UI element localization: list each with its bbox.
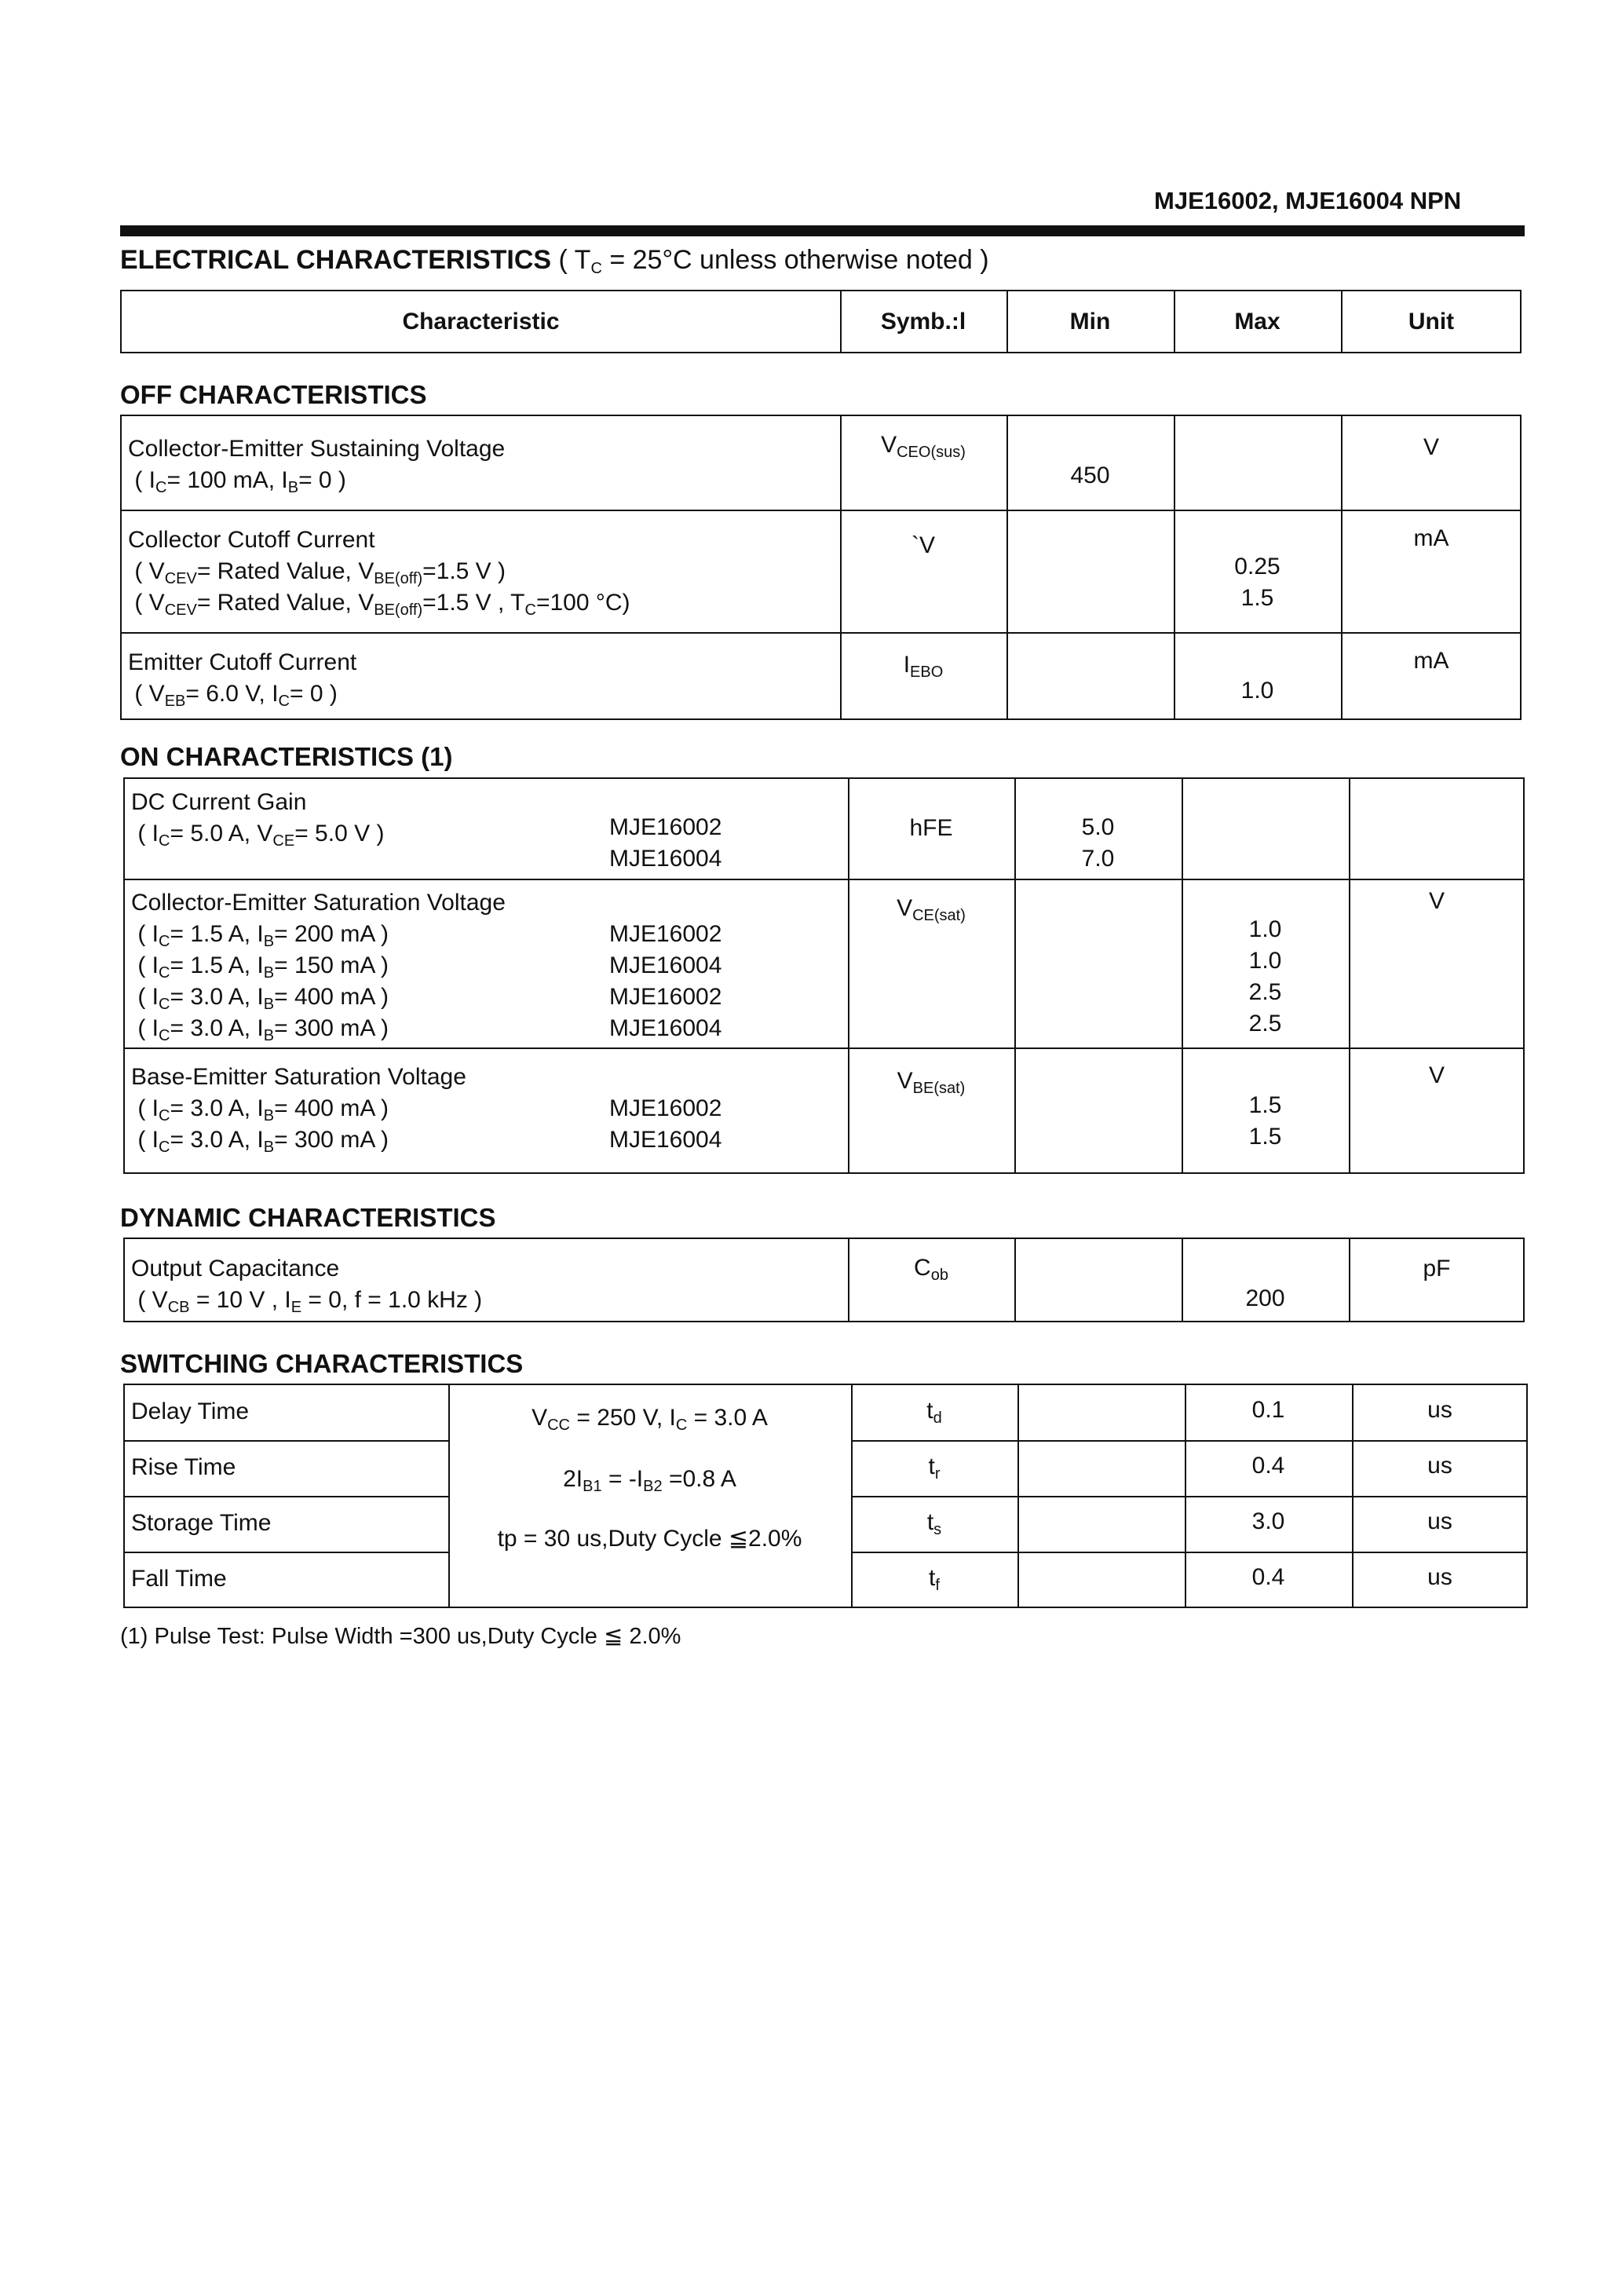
max-value: 3.0 bbox=[1251, 1508, 1285, 1534]
symbol-tf: $t_f$ bbox=[929, 1565, 940, 1594]
symbol-vceo: $V_{CEO(sus)}$ bbox=[881, 432, 966, 461]
unit-value: V bbox=[1428, 1062, 1445, 1088]
col-unit: Unit bbox=[1408, 309, 1455, 335]
dynamic-table bbox=[123, 1238, 1525, 1322]
col-characteristic: Characteristic bbox=[402, 309, 560, 335]
sw-name-delay: Delay Time bbox=[131, 1398, 250, 1424]
device-list: MJE16002 MJE16004 bbox=[609, 814, 722, 872]
sw-name-fall: Fall Time bbox=[131, 1566, 227, 1592]
col-max: Max bbox=[1234, 309, 1280, 335]
symbol-ts: $t_s$ bbox=[926, 1509, 942, 1538]
unit-value: mA bbox=[1413, 525, 1449, 551]
col-min: Min bbox=[1069, 309, 1111, 335]
dynamic-heading: DYNAMIC CHARACTERISTICS bbox=[120, 1203, 496, 1232]
unit-value: us bbox=[1427, 1397, 1452, 1423]
sw-name-rise: Rise Time bbox=[131, 1454, 236, 1480]
sw-condition-ib: $2I_{B1} = -I_{B2} =0.8$ A bbox=[563, 1466, 736, 1495]
table-row: Output Capacitance ( $V_{CB} = 10$ V , $I_E = 0$, f = 1.0 kHz ) bbox=[131, 1256, 483, 1316]
unit-value: mA bbox=[1413, 648, 1449, 674]
symbol-iebo: $I_{EBO}$ bbox=[903, 652, 944, 681]
unit-value: us bbox=[1427, 1564, 1452, 1590]
table-row: Emitter Cutoff Current ( $V_{EB}= 6.0$ V, $I_C= 0$ ) bbox=[128, 649, 357, 710]
symbol-tr: $t_r$ bbox=[928, 1453, 941, 1483]
table-header bbox=[120, 290, 1522, 353]
max-value: 0.4 bbox=[1251, 1564, 1285, 1590]
unit-value: pF bbox=[1423, 1256, 1451, 1281]
switching-table bbox=[123, 1384, 1528, 1608]
off-table bbox=[120, 415, 1522, 720]
sw-name-storage: Storage Time bbox=[131, 1510, 272, 1536]
max-value: 0.25 1.5 bbox=[1234, 554, 1280, 611]
sw-condition-tp: tp = 30 us,Duty Cycle ≦2.0% bbox=[497, 1526, 802, 1552]
switching-heading: SWITCHING CHARACTERISTICS bbox=[120, 1349, 524, 1378]
table-row: Base-Emitter Saturation Voltage ( $I_C= 3.0$ A, $I_B= 400$ mA ) ( $I_C= 3.0$ A, $I_B= 300$ mA ) bbox=[131, 1064, 466, 1156]
part-numbers: MJE16002, MJE16004 NPN bbox=[1154, 187, 1462, 214]
table-row: Collector-Emitter Sustaining Voltage ( $I_C= 100$ mA, $I_B= 0$ ) bbox=[128, 436, 506, 496]
min-value: 450 bbox=[1070, 462, 1110, 488]
symbol-vcesat: $V_{CE(sat)}$ bbox=[897, 895, 966, 924]
symbol-cob: $C_{ob}$ bbox=[914, 1255, 948, 1284]
max-value: 200 bbox=[1245, 1285, 1285, 1311]
max-value: 1.5 1.5 bbox=[1248, 1092, 1282, 1150]
symbol-icev: `V bbox=[911, 532, 935, 558]
table-row: Collector-Emitter Saturation Voltage ( $I_C= 1.5$ A, $I_B= 200$ mA ) ( $I_C= 1.5$ A, $I_B= 150$ mA ) ( $I_C= 3.0$ A, $I_B= 400$ mA ) ( $I_C= 3.0$ A, $I_B= 300$ mA ) bbox=[131, 890, 506, 1044]
unit-value: us bbox=[1427, 1508, 1452, 1534]
footnote: (1) Pulse Test: Pulse Width =300 us,Duty Cycle ≦ 2.0% bbox=[120, 1624, 681, 1649]
on-heading: ON CHARACTERISTICS (1) bbox=[120, 742, 453, 771]
device-list: MJE16002 MJE16004 bbox=[609, 1095, 722, 1153]
table-row: DC Current Gain ( $I_C= 5.0$ A, $V_{CE}= 5.0$ V ) bbox=[131, 789, 385, 850]
page-title bbox=[120, 245, 989, 276]
off-heading: OFF CHARACTERISTICS bbox=[120, 380, 427, 409]
symbol-hfe: hFE bbox=[909, 815, 953, 841]
title-note: ( $T_C = 25^\circ C$ unless otherwise noted ) bbox=[558, 245, 989, 277]
on-table bbox=[123, 777, 1525, 1174]
min-value: 5.0 7.0 bbox=[1081, 814, 1115, 872]
table-row: Collector Cutoff Current ( $V_{CEV}=$ Rated Value, $V_{BE(off)}=1.5$ V ) ( $V_{CEV}=$ Rated Value, $V_{BE(off)}=1.5$ V , $T_C=100$ °C) bbox=[128, 527, 630, 619]
symbol-vbesat: $V_{BE(sat)}$ bbox=[897, 1068, 966, 1097]
title-main: ELECTRICAL CHARACTERISTICS bbox=[120, 245, 552, 275]
max-value: 1.0 1.0 2.5 2.5 bbox=[1248, 916, 1282, 1036]
sw-condition-vcc: $V_{CC} = 250$ V, $I_C = 3.0$ A bbox=[532, 1405, 768, 1434]
unit-value: us bbox=[1427, 1453, 1452, 1479]
max-value: 0.1 bbox=[1251, 1397, 1285, 1423]
symbol-td: $t_d$ bbox=[926, 1398, 942, 1427]
header-rule bbox=[120, 225, 1525, 236]
unit-value: V bbox=[1423, 434, 1439, 460]
max-value: 0.4 bbox=[1251, 1453, 1285, 1479]
unit-value: V bbox=[1428, 888, 1445, 914]
col-symbol: Symb.:l bbox=[880, 309, 966, 335]
max-value: 1.0 bbox=[1240, 678, 1274, 704]
device-list: MJE16002 MJE16004 MJE16002 MJE16004 bbox=[609, 921, 722, 1041]
